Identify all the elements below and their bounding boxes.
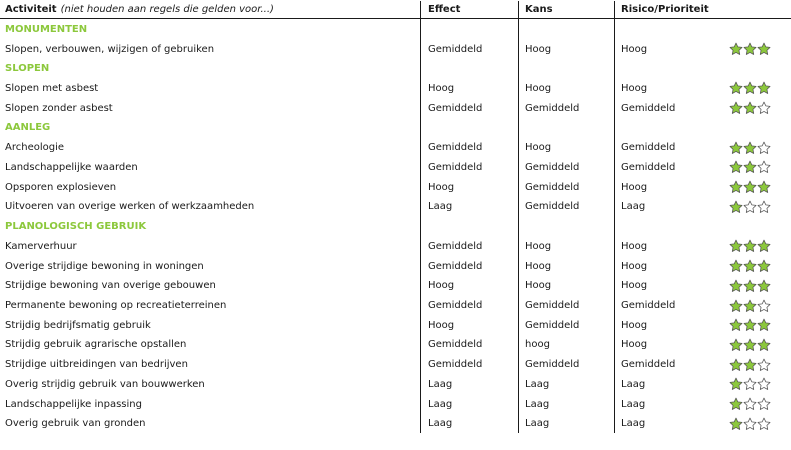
activity-cell: Slopen, verbouwen, wijzigen of gebruiken <box>5 43 215 55</box>
priority-stars <box>729 375 791 395</box>
effect-cell: Gemiddeld <box>428 260 483 272</box>
effect-cell: Hoog <box>428 280 455 292</box>
risico-cell: Laag <box>621 418 646 430</box>
star-filled-icon <box>743 160 757 174</box>
kans-cell: Gemiddeld <box>525 102 580 114</box>
star-filled-icon <box>743 141 757 155</box>
priority-stars <box>729 98 791 118</box>
table-row <box>0 158 791 178</box>
kans-cell: Hoog <box>525 142 552 154</box>
star-empty-icon <box>757 101 771 115</box>
activity-cell: Slopen zonder asbest <box>5 102 113 114</box>
star-filled-icon <box>743 259 757 273</box>
star-empty-icon <box>757 377 771 391</box>
star-rating <box>729 279 771 293</box>
kans-cell: Gemiddeld <box>525 359 580 371</box>
star-filled-icon <box>729 358 743 372</box>
star-filled-icon <box>729 180 743 194</box>
star-rating <box>729 141 771 155</box>
priority-stars <box>729 158 791 178</box>
priority-stars <box>729 79 791 99</box>
star-filled-icon <box>729 377 743 391</box>
risico-cell: Hoog <box>621 240 648 252</box>
activity-cell: Opsporen explosieven <box>5 181 117 193</box>
kans-cell: Laag <box>525 418 550 430</box>
activity-cell: Overige strijdige bewoning in woningen <box>5 260 204 272</box>
star-empty-icon <box>743 377 757 391</box>
star-empty-icon <box>757 299 771 313</box>
effect-cell: Gemiddeld <box>428 240 483 252</box>
star-filled-icon <box>743 101 757 115</box>
star-filled-icon <box>729 338 743 352</box>
star-rating <box>729 417 771 431</box>
activity-cell: Strijdig gebruik agrarische opstallen <box>5 339 187 351</box>
priority-stars <box>729 237 791 257</box>
header-activity-label: Activiteit <box>5 4 57 16</box>
star-empty-icon <box>743 397 757 411</box>
star-empty-icon <box>743 200 757 214</box>
star-empty-icon <box>743 417 757 431</box>
effect-cell: Laag <box>428 378 453 390</box>
activity-cell: Slopen met asbest <box>5 82 99 94</box>
priority-stars <box>729 276 791 296</box>
star-rating <box>729 239 771 253</box>
effect-cell: Gemiddeld <box>428 339 483 351</box>
table-row <box>0 177 791 197</box>
header-effect: Effect <box>428 4 461 16</box>
table-row <box>0 256 791 276</box>
star-filled-icon <box>743 81 757 95</box>
effect-cell: Gemiddeld <box>428 102 483 114</box>
section-title: SLOPEN <box>5 63 50 75</box>
effect-cell: Gemiddeld <box>428 142 483 154</box>
activity-cell: Kamerverhuur <box>5 240 77 252</box>
header-activity-note: (niet houden aan regels die gelden voor...) <box>60 4 274 16</box>
header-kans: Kans <box>525 4 553 16</box>
table-row <box>0 79 791 99</box>
priority-stars <box>729 296 791 316</box>
star-empty-icon <box>757 358 771 372</box>
star-filled-icon <box>757 42 771 56</box>
star-filled-icon <box>757 338 771 352</box>
activity-cell: Landschappelijke inpassing <box>5 398 142 410</box>
activity-cell: Overig strijdig gebruik van bouwwerken <box>5 378 205 390</box>
star-filled-icon <box>757 180 771 194</box>
star-rating <box>729 81 771 95</box>
star-rating <box>729 42 771 56</box>
activity-cell: Archeologie <box>5 142 65 154</box>
star-rating <box>729 180 771 194</box>
effect-cell: Laag <box>428 201 453 213</box>
section-row <box>0 118 791 138</box>
section-row <box>0 217 791 237</box>
effect-cell: Gemiddeld <box>428 43 483 55</box>
effect-cell: Gemiddeld <box>428 359 483 371</box>
activity-cell: Overig gebruik van gronden <box>5 418 146 430</box>
star-filled-icon <box>743 180 757 194</box>
effect-cell: Laag <box>428 418 453 430</box>
priority-stars <box>729 394 791 414</box>
table-row <box>0 355 791 375</box>
star-filled-icon <box>757 318 771 332</box>
star-filled-icon <box>729 259 743 273</box>
table-row <box>0 276 791 296</box>
effect-cell: Gemiddeld <box>428 161 483 173</box>
section-row <box>0 20 791 40</box>
star-empty-icon <box>757 200 771 214</box>
star-filled-icon <box>729 101 743 115</box>
priority-stars <box>729 39 791 59</box>
star-filled-icon <box>729 417 743 431</box>
risico-cell: Gemiddeld <box>621 142 676 154</box>
star-filled-icon <box>757 239 771 253</box>
risico-cell: Gemiddeld <box>621 359 676 371</box>
header-activity <box>5 0 415 20</box>
kans-cell: Laag <box>525 378 550 390</box>
kans-cell: hoog <box>525 339 550 351</box>
effect-cell: Gemiddeld <box>428 300 483 312</box>
risico-cell: Hoog <box>621 82 648 94</box>
kans-cell: Gemiddeld <box>525 300 580 312</box>
star-filled-icon <box>729 200 743 214</box>
star-empty-icon <box>757 160 771 174</box>
star-rating <box>729 358 771 372</box>
star-filled-icon <box>729 397 743 411</box>
section-title: MONUMENTEN <box>5 23 88 35</box>
kans-cell: Hoog <box>525 240 552 252</box>
priority-stars <box>729 355 791 375</box>
activity-cell: Strijdig bedrijfsmatig gebruik <box>5 319 151 331</box>
table-row <box>0 296 791 316</box>
star-rating <box>729 377 771 391</box>
header-risico: Risico/Prioriteit <box>621 4 709 16</box>
star-filled-icon <box>729 318 743 332</box>
star-filled-icon <box>743 299 757 313</box>
star-filled-icon <box>743 279 757 293</box>
priority-stars <box>729 315 791 335</box>
priority-stars <box>729 177 791 197</box>
star-filled-icon <box>757 81 771 95</box>
table-row <box>0 375 791 395</box>
kans-cell: Gemiddeld <box>525 161 580 173</box>
table-row <box>0 414 791 434</box>
star-filled-icon <box>729 160 743 174</box>
kans-cell: Gemiddeld <box>525 319 580 331</box>
table-row <box>0 237 791 257</box>
effect-cell: Hoog <box>428 82 455 94</box>
activity-cell: Permanente bewoning op recreatieterreinen <box>5 300 227 312</box>
kans-cell: Laag <box>525 398 550 410</box>
effect-cell: Hoog <box>428 319 455 331</box>
risico-cell: Laag <box>621 201 646 213</box>
star-empty-icon <box>757 141 771 155</box>
table-row <box>0 138 791 158</box>
priority-stars <box>729 335 791 355</box>
risico-cell: Laag <box>621 398 646 410</box>
risico-cell: Gemiddeld <box>621 161 676 173</box>
table-row <box>0 394 791 414</box>
star-rating <box>729 299 771 313</box>
table-row <box>0 315 791 335</box>
star-filled-icon <box>757 259 771 273</box>
priority-stars <box>729 197 791 217</box>
star-rating <box>729 259 771 273</box>
activity-cell: Strijdige bewoning van overige gebouwen <box>5 280 216 292</box>
risico-cell: Laag <box>621 378 646 390</box>
risico-cell: Hoog <box>621 43 648 55</box>
risico-cell: Hoog <box>621 339 648 351</box>
star-rating <box>729 338 771 352</box>
star-filled-icon <box>729 81 743 95</box>
table-header <box>0 0 791 20</box>
star-filled-icon <box>743 358 757 372</box>
risico-cell: Hoog <box>621 319 648 331</box>
effect-cell: Laag <box>428 398 453 410</box>
kans-cell: Gemiddeld <box>525 181 580 193</box>
effect-cell: Hoog <box>428 181 455 193</box>
star-rating <box>729 160 771 174</box>
priority-stars <box>729 414 791 434</box>
star-filled-icon <box>743 42 757 56</box>
section-title: PLANOLOGISCH GEBRUIK <box>5 221 147 233</box>
star-filled-icon <box>743 318 757 332</box>
activity-cell: Uitvoeren van overige werken of werkzaamheden <box>5 201 255 213</box>
priority-stars <box>729 138 791 158</box>
risico-cell: Gemiddeld <box>621 102 676 114</box>
star-rating <box>729 318 771 332</box>
star-empty-icon <box>757 397 771 411</box>
table-row <box>0 197 791 217</box>
priority-stars <box>729 256 791 276</box>
star-filled-icon <box>729 279 743 293</box>
risico-cell: Hoog <box>621 260 648 272</box>
table-row <box>0 39 791 59</box>
section-title: AANLEG <box>5 122 51 134</box>
star-filled-icon <box>729 42 743 56</box>
star-empty-icon <box>757 417 771 431</box>
activity-cell: Strijdige uitbreidingen van bedrijven <box>5 359 188 371</box>
table-row <box>0 98 791 118</box>
star-filled-icon <box>729 141 743 155</box>
star-filled-icon <box>743 338 757 352</box>
section-row <box>0 59 791 79</box>
kans-cell: Gemiddeld <box>525 201 580 213</box>
star-rating <box>729 200 771 214</box>
kans-cell: Hoog <box>525 82 552 94</box>
star-filled-icon <box>729 239 743 253</box>
kans-cell: Hoog <box>525 280 552 292</box>
star-filled-icon <box>757 279 771 293</box>
kans-cell: Hoog <box>525 260 552 272</box>
kans-cell: Hoog <box>525 43 552 55</box>
star-rating <box>729 101 771 115</box>
risico-cell: Hoog <box>621 280 648 292</box>
star-rating <box>729 397 771 411</box>
activity-cell: Landschappelijke waarden <box>5 161 138 173</box>
risico-cell: Gemiddeld <box>621 300 676 312</box>
table-row <box>0 335 791 355</box>
star-filled-icon <box>729 299 743 313</box>
risico-cell: Hoog <box>621 181 648 193</box>
star-filled-icon <box>743 239 757 253</box>
